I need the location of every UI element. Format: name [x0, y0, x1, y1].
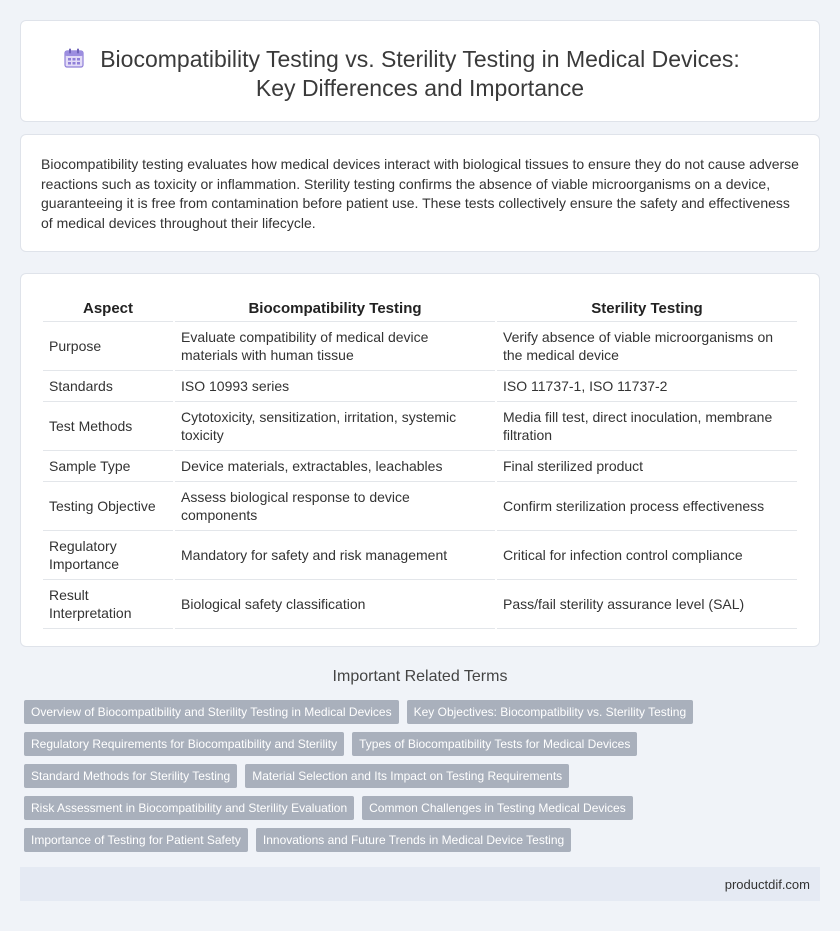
table-cell: Result Interpretation — [43, 580, 173, 629]
table-row — [43, 580, 797, 629]
related-term-tag[interactable]: Common Challenges in Testing Medical Devices — [362, 796, 633, 820]
table-cell: Media fill test, direct inoculation, membrane filtration — [497, 402, 797, 451]
related-term-tag[interactable]: Regulatory Requirements for Biocompatibility and Sterility — [24, 732, 344, 756]
page-title — [21, 45, 819, 103]
table-cell: Pass/fail sterility assurance level (SAL) — [497, 580, 797, 629]
table-row — [43, 402, 797, 451]
related-term-tag[interactable]: Risk Assessment in Biocompatibility and Sterility Evaluation — [24, 796, 354, 820]
table-row — [43, 371, 797, 402]
table-cell: Biological safety classification — [175, 580, 495, 629]
related-term-tag[interactable]: Overview of Biocompatibility and Sterility Testing in Medical Devices — [24, 700, 399, 724]
related-term-tag[interactable]: Standard Methods for Sterility Testing — [24, 764, 237, 788]
related-term-tag[interactable]: Innovations and Future Trends in Medical Device Testing — [256, 828, 571, 852]
table-cell: Evaluate compatibility of medical device materials with human tissue — [175, 322, 495, 371]
table-header-aspect: Aspect — [43, 296, 173, 322]
table-cell: Purpose — [43, 322, 173, 371]
table-cell: ISO 11737-1, ISO 11737-2 — [497, 371, 797, 402]
table-cell: Critical for infection control compliance — [497, 531, 797, 580]
table-row — [43, 482, 797, 531]
footer-site-link[interactable]: productdif.com — [724, 877, 810, 892]
table-cell: Cytotoxicity, sensitization, irritation, systemic toxicity — [175, 402, 495, 451]
comparison-table — [41, 296, 799, 629]
table-cell: Final sterilized product — [497, 451, 797, 482]
table-cell: Standards — [43, 371, 173, 402]
table-cell: Sample Type — [43, 451, 173, 482]
table-row — [43, 322, 797, 371]
table-cell: Assess biological response to device components — [175, 482, 495, 531]
table-cell: ISO 10993 series — [175, 371, 495, 402]
intro-paragraph: Biocompatibility testing evaluates how medical devices interact with biological tissues to ensure they do not cause adverse reactions such as toxicity or inflammation. Sterility testing confirms the absence of viable microorganisms on a device, guaranteeing it is free from contamination before patient use. These tests collectively ensure the safety and effectiveness of medical devices throughout their lifecycle. — [41, 156, 799, 231]
page-title-line-2: Key Differences and Importance — [255, 75, 585, 101]
table-row — [43, 451, 797, 482]
table-cell: Verify absence of viable microorganisms on the medical device — [497, 322, 797, 371]
table-cell: Regulatory Importance — [43, 531, 173, 580]
table-cell: Confirm sterilization process effectiveness — [497, 482, 797, 531]
related-term-tag[interactable]: Material Selection and Its Impact on Testing Requirements — [245, 764, 569, 788]
table-cell: Test Methods — [43, 402, 173, 451]
footer — [20, 867, 820, 901]
table-header-sterility: Sterility Testing — [497, 296, 797, 322]
header-card — [20, 20, 820, 122]
related-term-tag[interactable]: Importance of Testing for Patient Safety — [24, 828, 248, 852]
page-title-line-1: Biocompatibility Testing vs. Sterility Testing in Medical Devices: — [100, 46, 740, 72]
table-cell: Mandatory for safety and risk management — [175, 531, 495, 580]
comparison-table-card — [20, 273, 820, 647]
table-cell: Device materials, extractables, leachables — [175, 451, 495, 482]
related-term-tag[interactable]: Key Objectives: Biocompatibility vs. Sterility Testing — [407, 700, 694, 724]
table-cell: Testing Objective — [43, 482, 173, 531]
intro-card — [20, 134, 820, 252]
table-row — [43, 531, 797, 580]
related-terms-list — [24, 700, 814, 860]
related-terms-title: Important Related Terms — [332, 668, 508, 685]
related-term-tag[interactable]: Types of Biocompatibility Tests for Medical Devices — [352, 732, 637, 756]
table-header-biocompatibility: Biocompatibility Testing — [175, 296, 495, 322]
